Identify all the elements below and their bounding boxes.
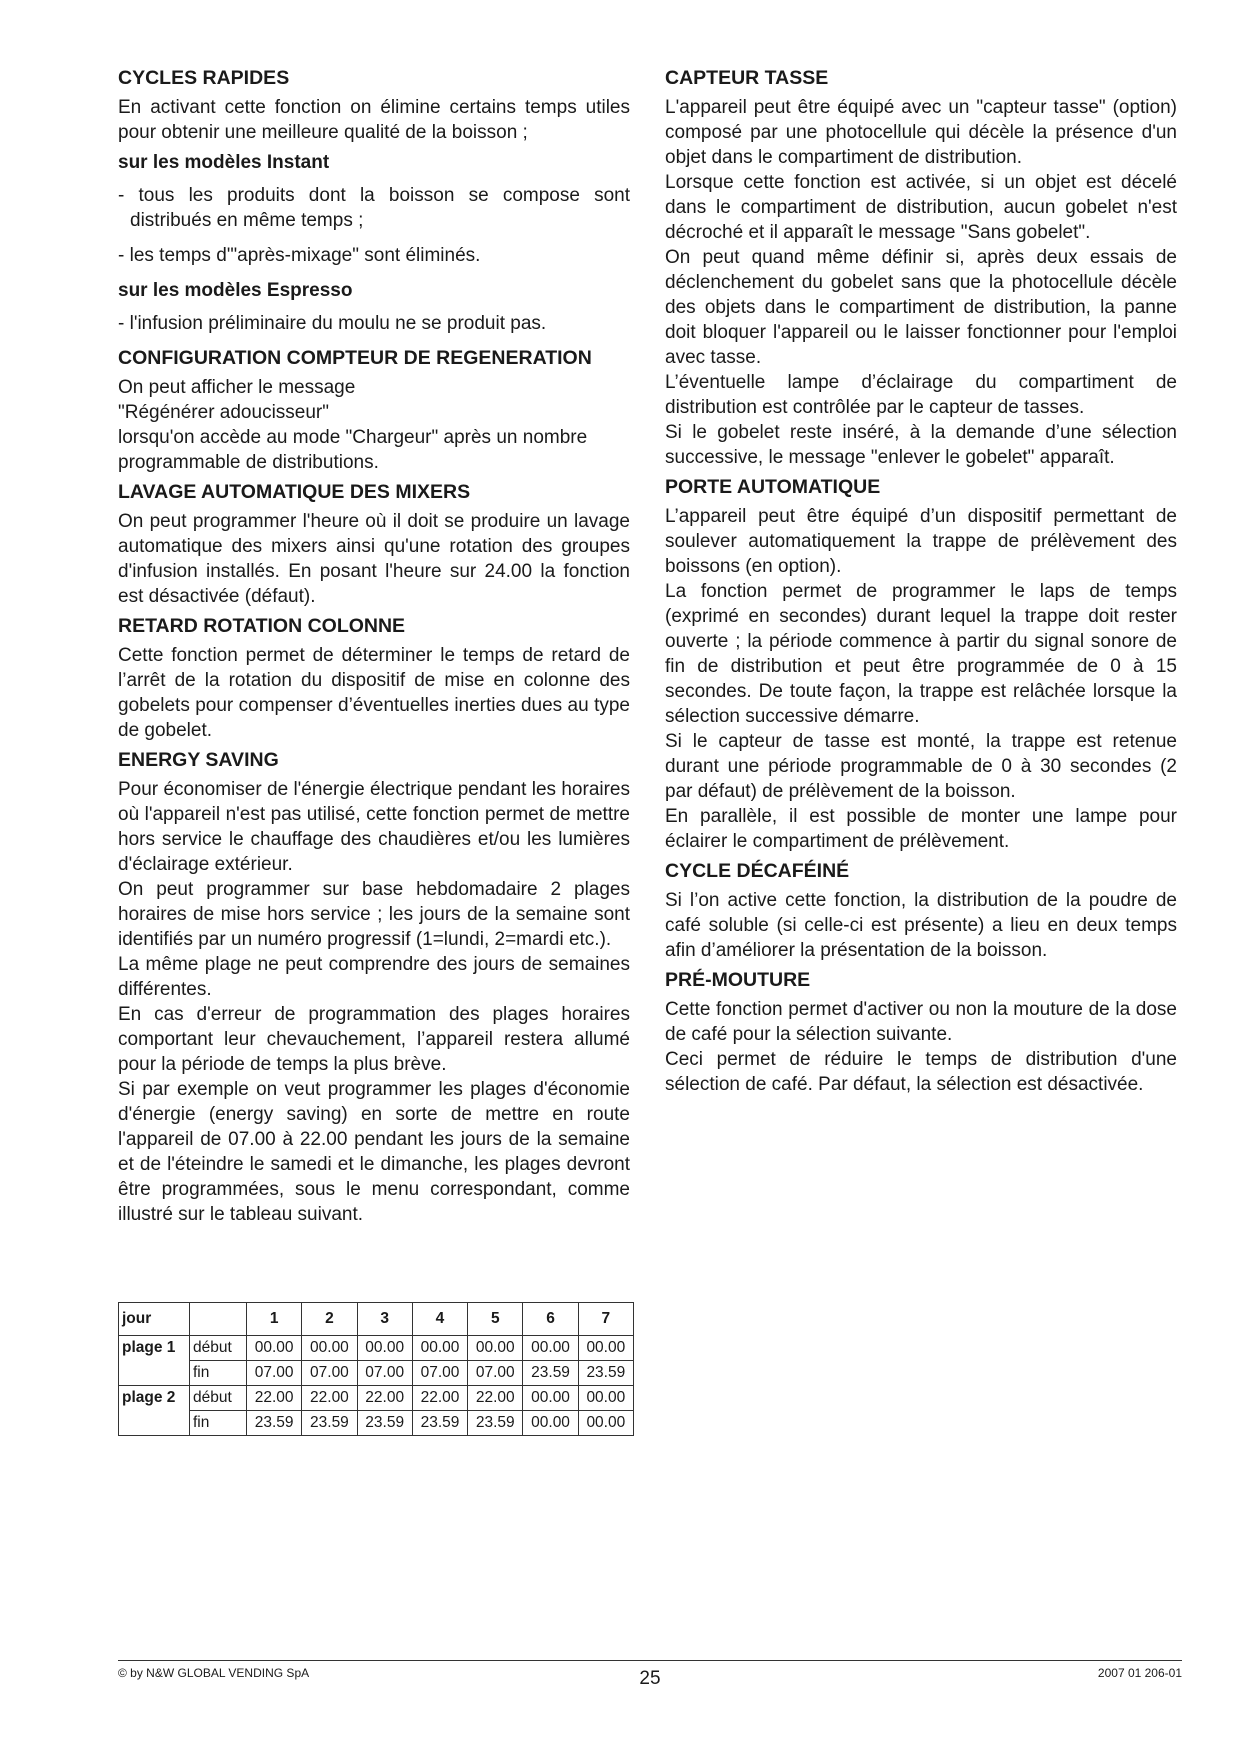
table-cell: 00.00 xyxy=(523,1386,578,1411)
paragraph: lorsqu'on accède au mode "Chargeur" après un nombre programmable de distributions. xyxy=(118,427,588,473)
paragraph: Si le gobelet reste inséré, à la demande d’une sélection successive, le message "enlever le gobelet" apparaît. xyxy=(665,422,1177,468)
table-cell: 00.00 xyxy=(578,1411,633,1436)
table-cell: 22.00 xyxy=(468,1386,523,1411)
table-cell: 23.59 xyxy=(247,1411,302,1436)
paragraph: Lorsque cette fonction est activée, si un objet est décelé dans le compartiment de distribution, aucun gobelet n'est décroché et il apparaît le message "Sans gobelet". xyxy=(665,172,1177,243)
table-cell: 00.00 xyxy=(523,1411,578,1436)
table-cell: début xyxy=(190,1336,247,1361)
paragraph: "Régénérer adoucisseur" xyxy=(118,402,329,423)
left-column xyxy=(118,66,630,1227)
bullet-item: - les temps d'"après-mixage" sont éliminés. xyxy=(118,245,481,266)
table-cell: début xyxy=(190,1386,247,1411)
table-row xyxy=(119,1386,634,1411)
heading-configuration-compteur: CONFIGURATION COMPTEUR DE REGENERATION xyxy=(118,347,592,369)
paragraph: L’appareil peut être équipé d’un dispositif permettant de soulever automatiquement la trappe de prélèvement des boissons (en option). xyxy=(665,506,1177,577)
table-cell: fin xyxy=(190,1411,247,1436)
table-row-label xyxy=(119,1361,190,1386)
table-cell: 22.00 xyxy=(247,1386,302,1411)
table-cell: 00.00 xyxy=(302,1336,357,1361)
table-cell: 22.00 xyxy=(357,1386,412,1411)
table-cell: 07.00 xyxy=(302,1361,357,1386)
table-cell: 00.00 xyxy=(578,1336,633,1361)
table-cell: fin xyxy=(190,1361,247,1386)
subheading-instant: sur les modèles Instant xyxy=(118,152,330,173)
paragraph: En cas d'erreur de programmation des plages horaires comportant leur chevauchement, l’appareil restera allumé pour la période de temps la plus brève. xyxy=(118,1004,630,1075)
table-cell: 23.59 xyxy=(523,1361,578,1386)
subheading-espresso: sur les modèles Espresso xyxy=(118,280,353,301)
paragraph: La même plage ne peut comprendre des jours de semaines différentes. xyxy=(118,954,630,1000)
paragraph: Cette fonction permet de déterminer le temps de retard de l’arrêt de la rotation du dispositif de mise en colonne des gobelets pour compenser d’éventuelles inerties dues au type de gobelet. xyxy=(118,645,630,741)
paragraph: Si l’on active cette fonction, la distribution de la poudre de café soluble (si celle-ci est présente) a lieu en deux temps afin d’améliorer la présentation de la boisson. xyxy=(665,890,1177,961)
bullet-item: - l'infusion préliminaire du moulu ne se produit pas. xyxy=(118,313,547,334)
table-cell: 22.00 xyxy=(412,1386,467,1411)
heading-capteur-tasse: CAPTEUR TASSE xyxy=(665,67,829,89)
paragraph: On peut quand même définir si, après deux essais de déclenchement du gobelet sans que la photocellule décèle des objets dans le compartiment de distribution, la panne doit bloquer l'appareil ou le laisser fonctionner pour l'emploi avec tasse. xyxy=(665,247,1177,368)
table-header-cell: 6 xyxy=(523,1303,578,1336)
paragraph: Si le capteur de tasse est monté, la trappe est retenue durant une période programmable de 0 à 30 secondes (2 par défaut) de prélèvement de la boisson. xyxy=(665,731,1177,802)
footer-rule xyxy=(118,1660,1182,1661)
paragraph: On peut programmer l'heure où il doit se produire un lavage automatique des mixers ainsi qu'une rotation des groupes d'infusion installés. En posant l'heure sur 24.00 la fonction est désactivée (défaut). xyxy=(118,511,630,607)
table-header-cell: 7 xyxy=(578,1303,633,1336)
paragraph: L'appareil peut être équipé avec un "capteur tasse" (option) composé par une photocellule qui décèle la présence d'un objet dans le compartiment de distribution. xyxy=(665,97,1177,168)
right-column xyxy=(665,66,1177,1097)
table-cell: 23.59 xyxy=(468,1411,523,1436)
heading-retard-rotation: RETARD ROTATION COLONNE xyxy=(118,615,406,637)
table-cell: 23.59 xyxy=(578,1361,633,1386)
paragraph: Ceci permet de réduire le temps de distribution d'une sélection de café. Par défaut, la sélection est désactivée. xyxy=(665,1049,1177,1095)
table-cell: 07.00 xyxy=(247,1361,302,1386)
table-cell: 07.00 xyxy=(412,1361,467,1386)
table-row-label: plage 2 xyxy=(119,1386,190,1411)
table-header-row xyxy=(119,1303,634,1336)
paragraph: Pour économiser de l'énergie électrique pendant les horaires où l'appareil n'est pas utilisé, cette fonction permet de mettre hors service le chauffage des chaudières et/ou les lumières d'éclairage extérieur. xyxy=(118,779,630,875)
table-cell: 23.59 xyxy=(412,1411,467,1436)
paragraph: L’éventuelle lampe d’éclairage du compartiment de distribution est contrôlée par le capteur de tasses. xyxy=(665,372,1177,418)
heading-pre-mouture: PRÉ-MOUTURE xyxy=(665,969,811,991)
footer-doc-code: 2007 01 206-01 xyxy=(1097,1666,1182,1680)
footer-copyright: © by N&W GLOBAL VENDING SpA xyxy=(118,1666,310,1680)
table-cell: 22.00 xyxy=(302,1386,357,1411)
bullet-item: - tous les produits dont la boisson se compose sont distribués en même temps ; xyxy=(118,185,630,231)
heading-energy-saving: ENERGY SAVING xyxy=(118,749,279,771)
page-number: 25 xyxy=(639,1668,661,1689)
heading-lavage-automatique: LAVAGE AUTOMATIQUE DES MIXERS xyxy=(118,481,471,503)
table-cell: 07.00 xyxy=(357,1361,412,1386)
table-cell: 00.00 xyxy=(578,1386,633,1411)
table-cell: 00.00 xyxy=(412,1336,467,1361)
paragraph: En parallèle, il est possible de monter une lampe pour éclairer le compartiment de prélèvement. xyxy=(665,806,1177,852)
heading-cycles-rapides: CYCLES RAPIDES xyxy=(118,67,290,89)
heading-porte-automatique: PORTE AUTOMATIQUE xyxy=(665,476,881,498)
table-header-cell: 2 xyxy=(302,1303,357,1336)
table-cell: 00.00 xyxy=(247,1336,302,1361)
table-cell: 23.59 xyxy=(302,1411,357,1436)
table-cell: 00.00 xyxy=(468,1336,523,1361)
table-header-cell: 3 xyxy=(357,1303,412,1336)
table-row xyxy=(119,1361,634,1386)
table-row-label: plage 1 xyxy=(119,1336,190,1361)
table-header-cell: jour xyxy=(119,1303,190,1336)
paragraph: La fonction permet de programmer le laps de temps (exprimé en secondes) durant lequel la trappe doit rester ouverte ; la période commence à partir du signal sonore de fin de distribution et peut être programmée de 0 à 15 secondes. De toute façon, la trappe est relâchée lorsque la sélection successive démarre. xyxy=(665,581,1177,727)
paragraph: On peut programmer sur base hebdomadaire 2 plages horaires de mise hors service ; les jours de la semaine sont identifiés par un numéro progressif (1=lundi, 2=mardi etc.). xyxy=(118,879,630,950)
table-row xyxy=(119,1411,634,1436)
paragraph: En activant cette fonction on élimine certains temps utiles pour obtenir une meilleure qualité de la boisson ; xyxy=(118,97,630,143)
table-header-cell: 1 xyxy=(247,1303,302,1336)
energy-saving-table xyxy=(118,1302,634,1436)
paragraph: Cette fonction permet d'activer ou non la mouture de la dose de café pour la sélection suivante. xyxy=(665,999,1177,1045)
table-cell: 00.00 xyxy=(523,1336,578,1361)
table-cell: 00.00 xyxy=(357,1336,412,1361)
table-header-cell: 4 xyxy=(412,1303,467,1336)
paragraph: Si par exemple on veut programmer les plages d'économie d'énergie (energy saving) en sorte de mettre en route l'appareil de 07.00 à 22.00 pendant les jours de la semaine et de l'éteindre le samedi et le dimanche, les plages devront être programmées, sous le menu correspondant, comme illustré sur le tableau suivant. xyxy=(118,1079,630,1225)
table-row xyxy=(119,1336,634,1361)
table-header-cell xyxy=(190,1303,247,1336)
table-header-cell: 5 xyxy=(468,1303,523,1336)
paragraph: On peut afficher le message xyxy=(118,377,356,398)
table-row-label xyxy=(119,1411,190,1436)
heading-cycle-decafeine: CYCLE DÉCAFÉINÉ xyxy=(665,860,850,882)
table-cell: 23.59 xyxy=(357,1411,412,1436)
table-cell: 07.00 xyxy=(468,1361,523,1386)
